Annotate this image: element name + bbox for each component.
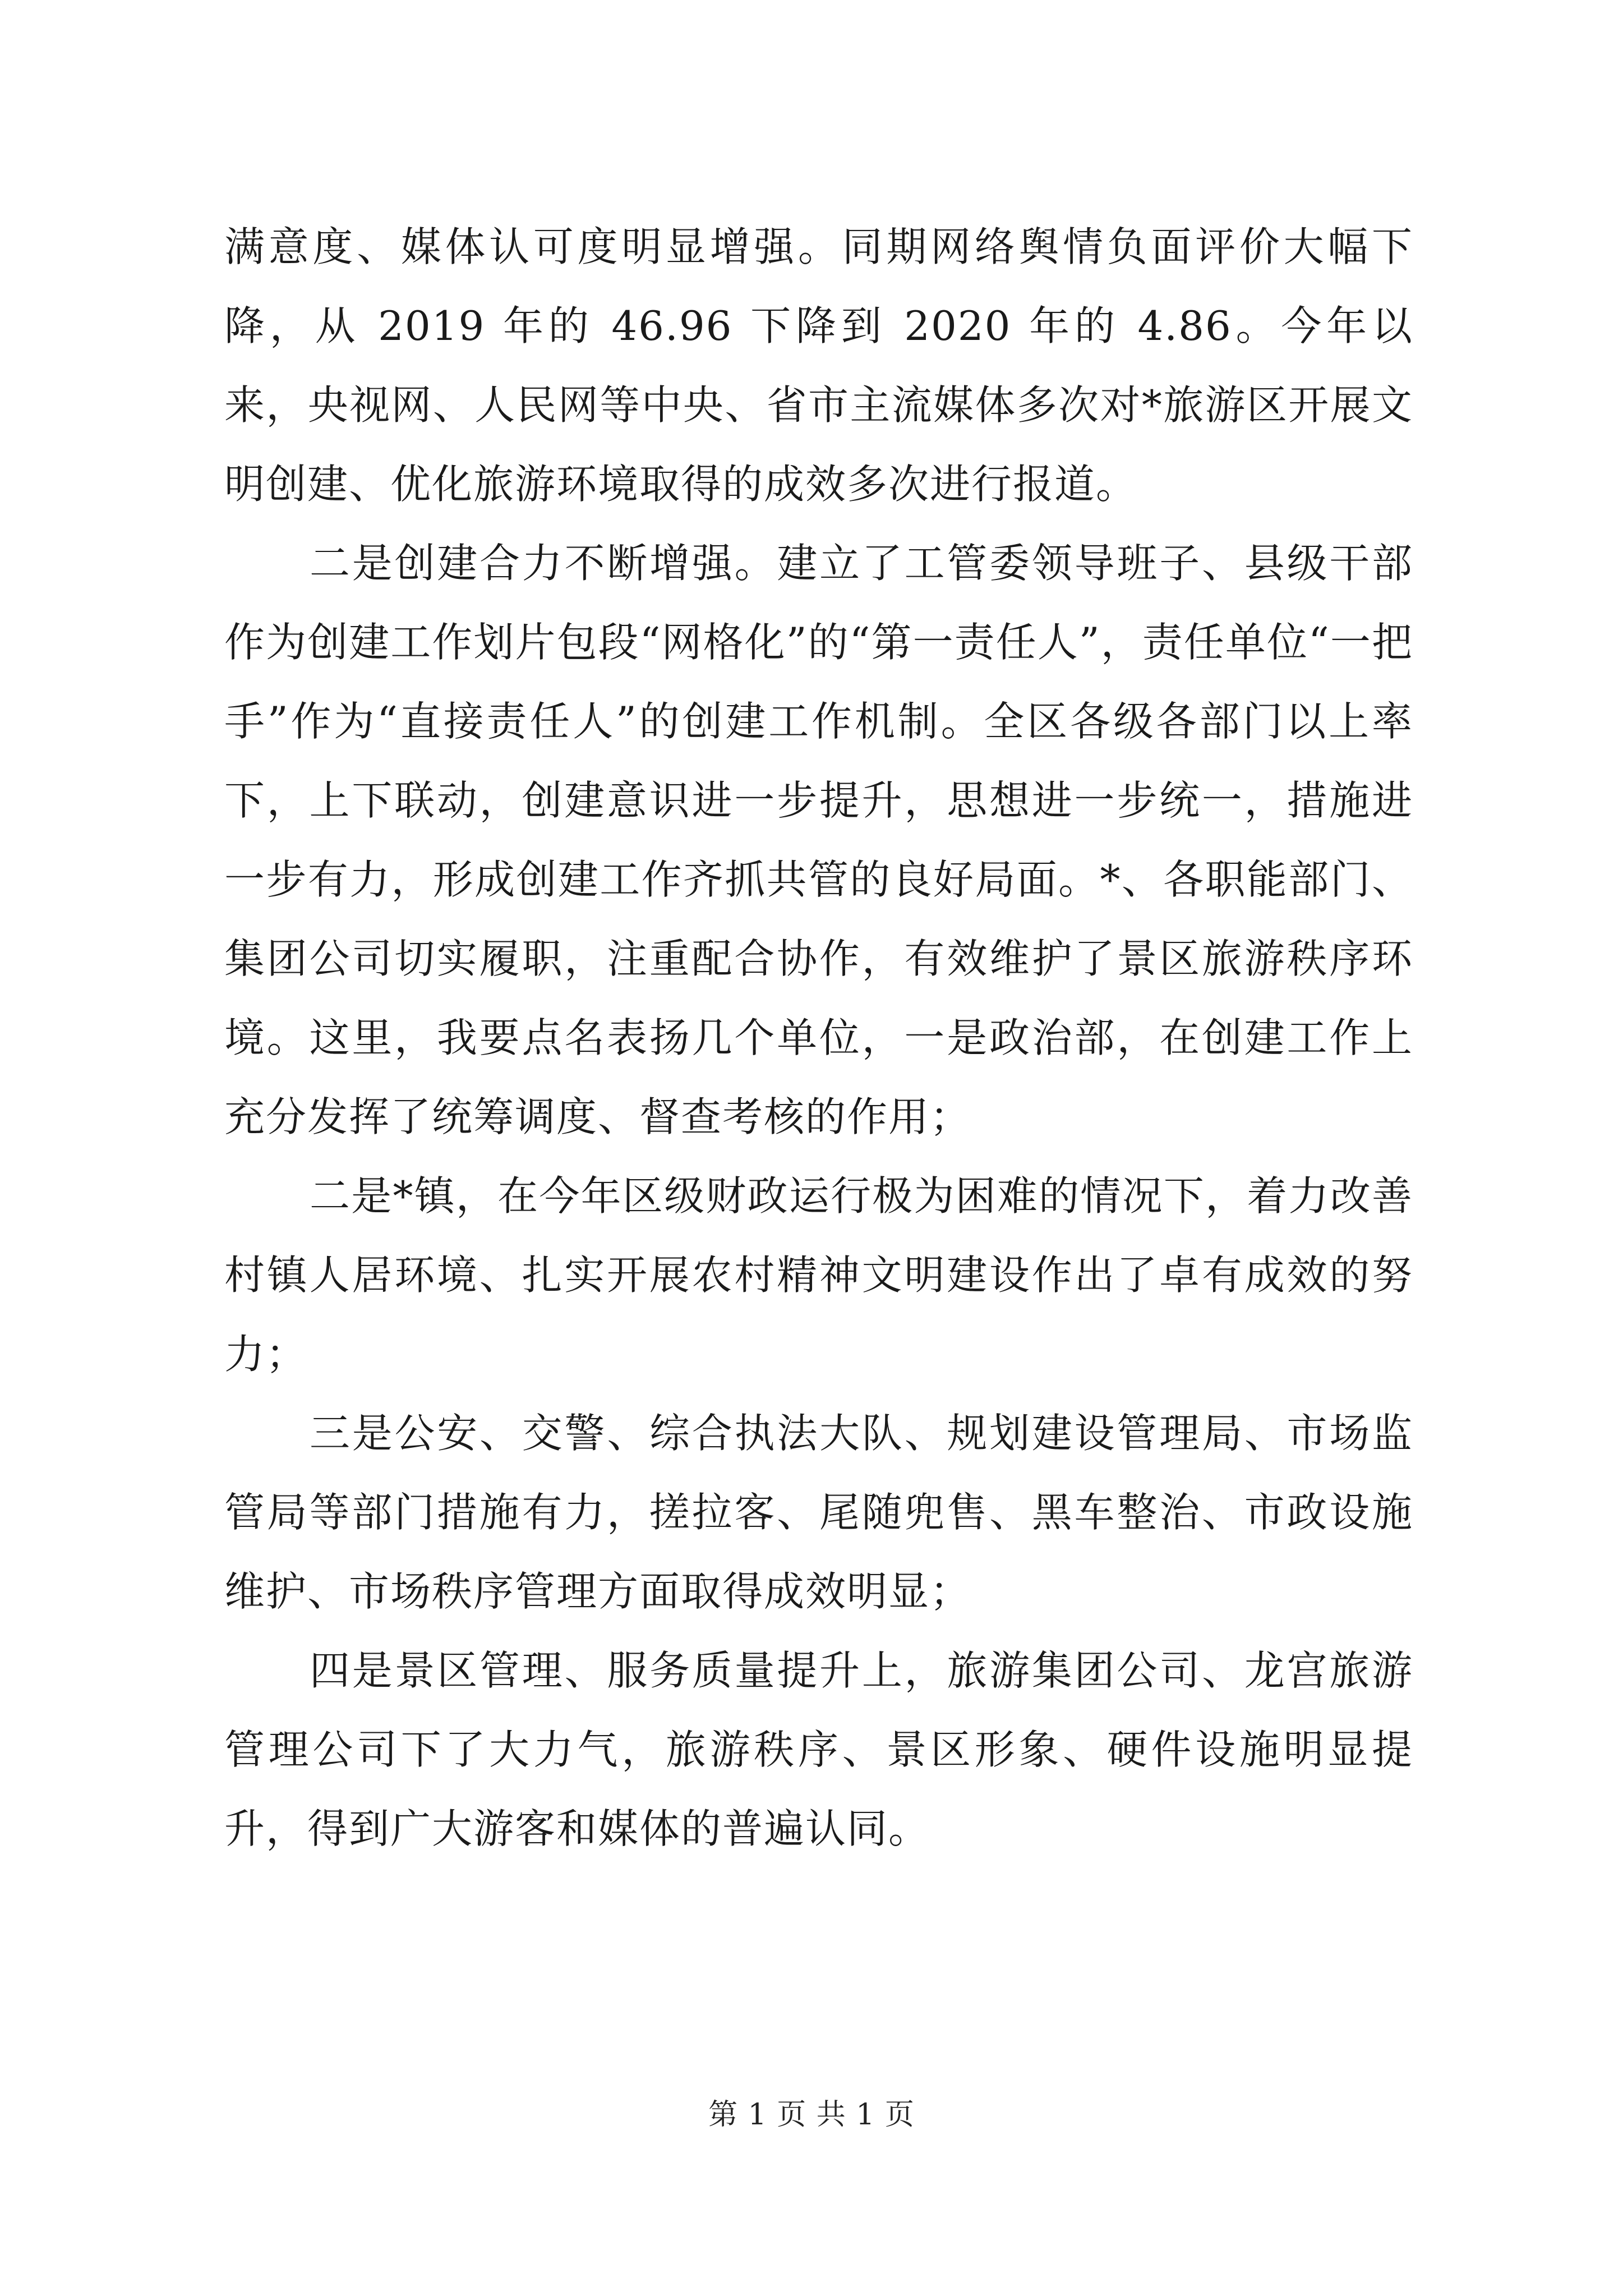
paragraph-scenic-management: 四是景区管理、服务质量提升上，旅游集团公司、龙宫旅游管理公司下了大力气，旅游秩序、景区形象、硬件设施明显提升，得到广大游客和媒体的普遍认同。 [224,1647,1413,1852]
paragraph-media-recognition: 满意度、媒体认可度明显增强。同期网络舆情负面评价大幅下降，从 2019 年的 46.96 下降到 2020 年的 4.86。今年以来，央视网、人民网等中央、省市主流媒体多次对*旅游区开展文明创建、优化旅游环境取得的成效多次进行报道。 [224,223,1413,508]
paragraph-joint-effort: 二是创建合力不断增强。建立了工管委领导班子、县级干部作为创建工作划片包段“网格化”的“第一责任人”，责任单位“一把手”作为“直接责任人”的创建工作机制。全区各级各部门以上率下，上下联动，创建意识进一步提升，思想进一步统一，措施进一步有力，形成创建工作齐抓共管的良好局面。*、各职能部门、集团公司切实履职，注重配合协作，有效维护了景区旅游秩序环境。这里，我要点名表扬几个单位，一是政治部，在创建工作上充分发挥了统筹调度、督查考核的作用； [224,540,1413,1140]
paragraph-departments: 三是公安、交警、综合执法大队、规划建设管理局、市场监管局等部门措施有力，搓拉客、尾随兜售、黑车整治、市政设施维护、市场秩序管理方面取得成效明显； [224,1410,1413,1615]
document-body [224,208,1413,1869]
paragraph-town-effort: 二是*镇，在今年区级财政运行极为困难的情况下，着力改善村镇人居环境、扎实开展农村精神文明建设作出了卓有成效的努力； [224,1172,1413,1378]
page-footer: 第 1 页 共 1 页 [708,2098,915,2132]
